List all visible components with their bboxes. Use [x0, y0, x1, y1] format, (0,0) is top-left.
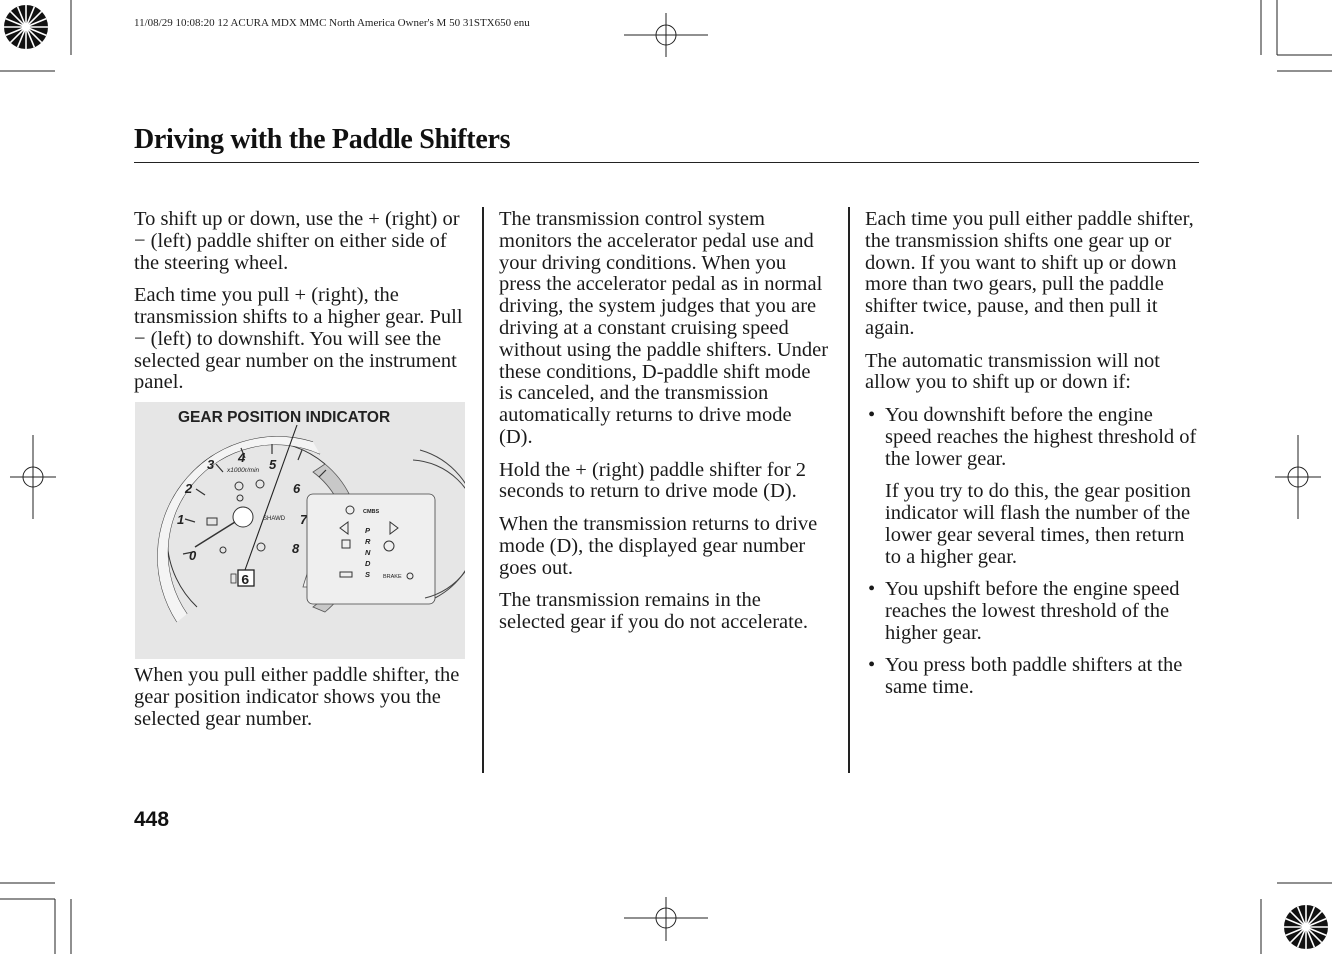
- prnds-letter: P: [365, 526, 371, 535]
- paragraph: The automatic transmission will not allow you to shift up or down if:: [865, 349, 1160, 394]
- column-left-bottom: [134, 665, 470, 741]
- list-item: [865, 579, 1201, 644]
- tach-unit: x1000r/min: [227, 467, 260, 474]
- list-item-text: You downshift before the engine speed reaches the highest threshold of the lower gear.: [885, 403, 1197, 470]
- column-left: [134, 209, 470, 405]
- column-divider: [848, 207, 850, 773]
- bullet-icon: •: [868, 403, 876, 426]
- tach-number: 8: [292, 541, 300, 556]
- figure-label: GEAR POSITION INDICATOR: [178, 409, 391, 426]
- prnds-letter: N: [365, 548, 371, 557]
- cmbs-label: CMBS: [363, 509, 380, 515]
- prnds-letter: S: [365, 570, 371, 579]
- tach-number: 2: [185, 481, 193, 496]
- list-item-text: You press both paddle shifters at the same time.: [885, 654, 1183, 699]
- paragraph: The transmission control system monitors the accelerator pedal use and your driving conditions. When you press the accelerator pedal as in normal driving, the system judges that you are driving at a constant cruising speed without using the paddle shifters. Under these conditions, D-paddle shift mode is canceled, and the transmission automatically returns to drive mode (D).: [499, 208, 829, 448]
- instrument-panel-illustration: [135, 402, 465, 659]
- list-item: [865, 655, 1201, 699]
- bullet-icon: •: [868, 578, 876, 601]
- list-item-text: You upshift before the engine speed reaches the lowest threshold of the higher gear.: [885, 578, 1180, 644]
- list-item-note: If you try to do this, the gear position indicator will flash the number of the lower gear several times, then return to a higher gear.: [885, 480, 1191, 568]
- gear-display-number: 6: [241, 573, 250, 589]
- tach-number: 6: [293, 481, 301, 496]
- column-middle: [499, 209, 829, 645]
- shawd-label: SHAWD: [263, 516, 286, 522]
- tach-number: 3: [207, 457, 215, 472]
- tach-number: 0: [189, 548, 197, 563]
- paragraph: Each time you pull either paddle shifter, the transmission shifts one gear up or down. If you want to shift up or down more than two gears, pull the paddle shifter twice, pause, and then pull it again.: [865, 208, 1194, 339]
- paragraph: Each time you pull + (right), the transmission shifts to a higher gear. Pull − (left) to downshift. You will see the selected gear number on the instrument panel.: [134, 284, 463, 394]
- prnds-letter: R: [365, 537, 371, 546]
- tach-number: 5: [269, 457, 277, 472]
- paragraph: When you pull either paddle shifter, the gear position indicator shows you the selected gear number.: [134, 664, 460, 730]
- brake-label: BRAKE: [383, 574, 402, 580]
- print-header: 11/08/29 10:08:20 12 ACURA MDX MMC North America Owner's M 50 31STX650 enu: [134, 17, 530, 29]
- prnds-letter: D: [365, 559, 371, 568]
- page-title: Driving with the Paddle Shifters: [134, 124, 511, 155]
- tach-number: 7: [300, 512, 308, 527]
- column-right: [865, 209, 1201, 710]
- instrument-panel-figure: [135, 402, 465, 659]
- paragraph: To shift up or down, use the + (right) or − (left) paddle shifter on either side of the steering wheel.: [134, 208, 460, 274]
- paragraph: When the transmission returns to drive mode (D), the displayed gear number goes out.: [499, 512, 818, 579]
- tach-number: 1: [177, 512, 185, 527]
- column-divider: [482, 207, 484, 773]
- page-number: 448: [134, 808, 170, 831]
- paragraph: Hold the + (right) paddle shifter for 2 seconds to return to drive mode (D).: [499, 458, 807, 503]
- bullet-icon: •: [868, 654, 876, 677]
- title-rule: [134, 162, 1199, 163]
- paragraph: The transmission remains in the selected gear if you do not accelerate.: [499, 589, 809, 633]
- list-item: [865, 405, 1201, 470]
- tach-number: 4: [238, 450, 246, 465]
